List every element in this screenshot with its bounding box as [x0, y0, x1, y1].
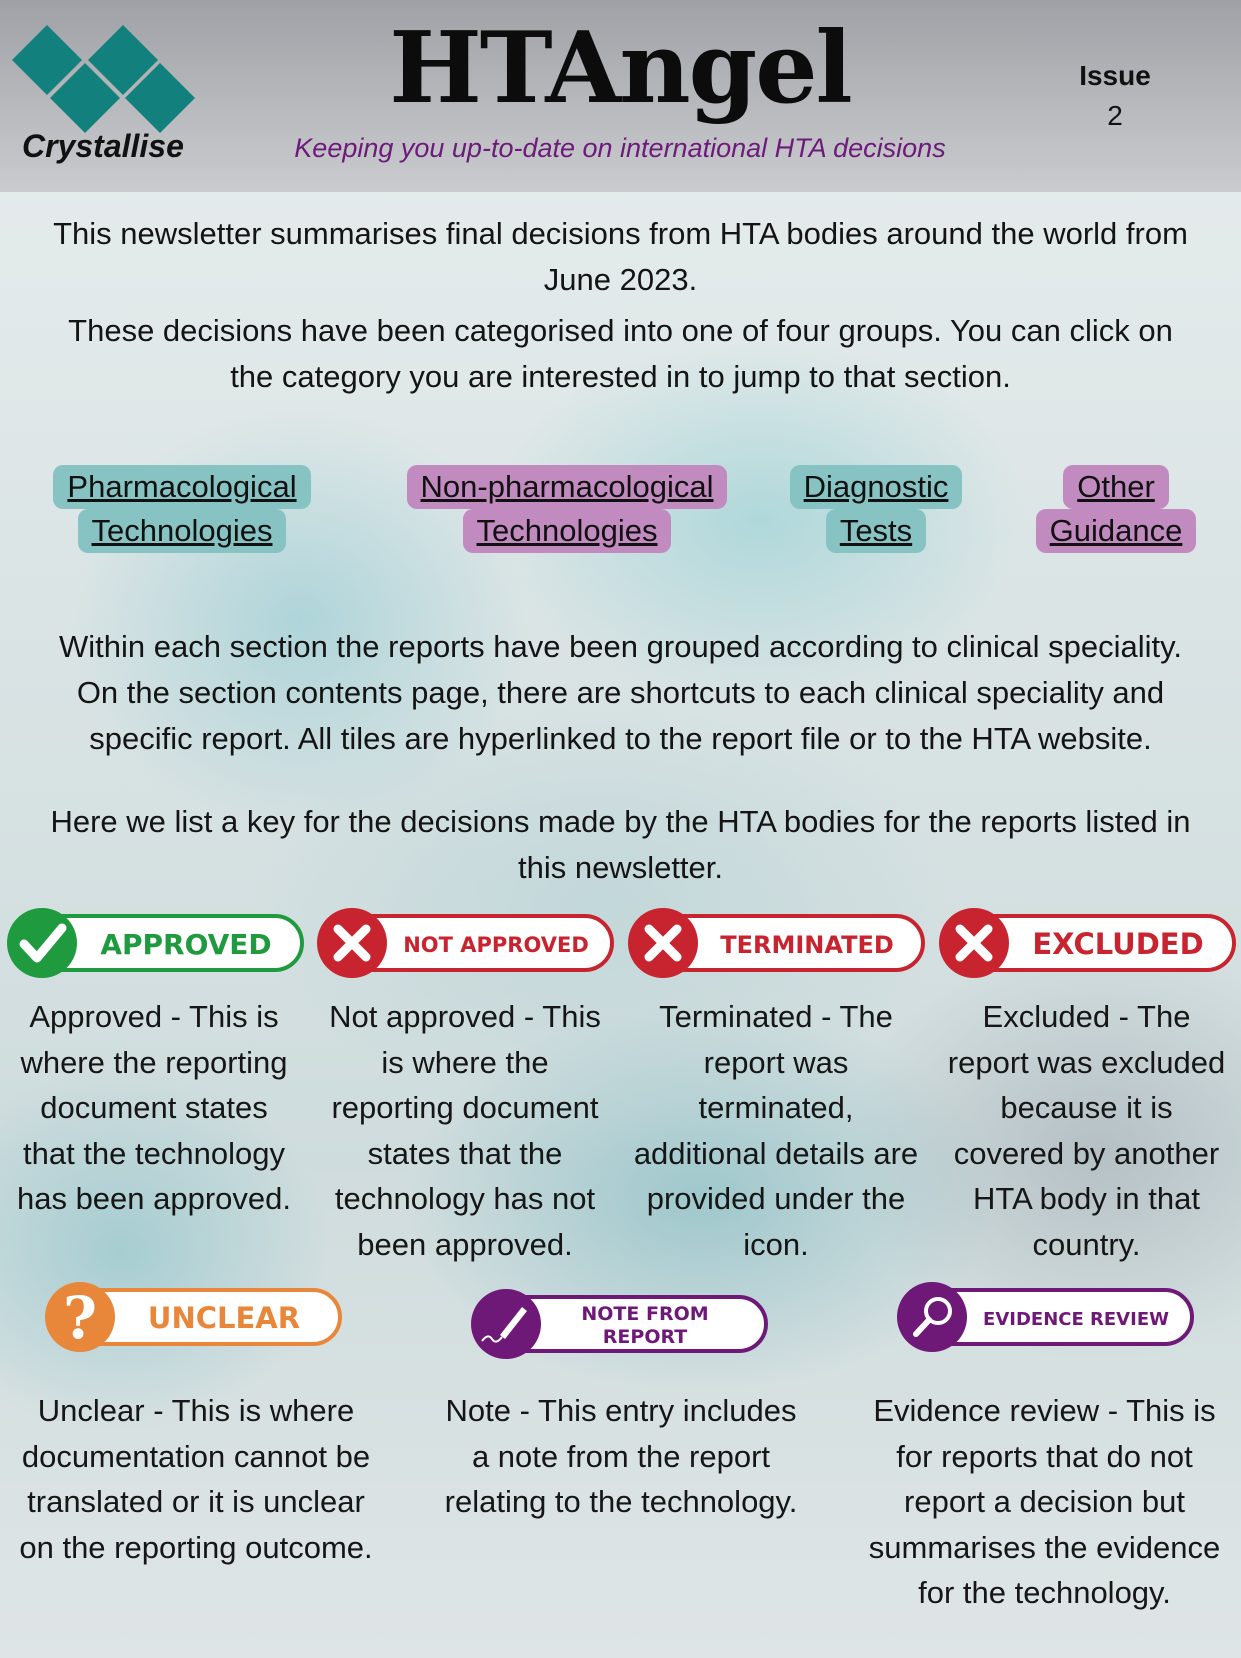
nav-label: Diagnostic	[790, 465, 963, 509]
nav-label: Pharmacological	[53, 465, 310, 509]
approved-badge	[6, 906, 306, 980]
nav-label: Tests	[826, 509, 926, 553]
svg-text:REPORT: REPORT	[602, 1326, 688, 1348]
terminated-description: Terminated - The report was terminated, additional details are provided under the icon.	[633, 999, 919, 1262]
issue-label: Issue	[1079, 60, 1151, 91]
svg-text:NOT APPROVED: NOT APPROVED	[403, 933, 589, 957]
svg-text:APPROVED: APPROVED	[100, 928, 272, 961]
svg-text:EXCLUDED: EXCLUDED	[1032, 927, 1204, 961]
sections-line: specific report. All tiles are hyperlinked to the report file or to the HTA website.	[89, 721, 1152, 756]
nav-pharmacological-technologies[interactable]	[44, 465, 320, 553]
newsletter-subtitle: Keeping you up-to-date on international HTA decisions	[294, 133, 946, 163]
nav-non-pharmacological-technologies[interactable]	[396, 465, 738, 553]
intro-line: June 2023.	[543, 262, 698, 297]
nav-other-guidance[interactable]	[1028, 465, 1204, 553]
intro-paragraph-2	[0, 308, 1241, 400]
issue-number: 2	[1107, 100, 1123, 131]
note-description: Note - This entry includes a note from the report relating to the technology.	[444, 1393, 798, 1519]
nav-diagnostic-tests[interactable]	[784, 465, 968, 553]
sections-paragraph	[0, 624, 1241, 762]
key-line: Here we list a key for the decisions made by the HTA bodies for the reports listed in	[50, 804, 1191, 839]
note-from-report-badge	[470, 1287, 770, 1361]
excluded-badge	[938, 906, 1238, 980]
sections-line: On the section contents page, there are shortcuts to each clinical speciality and	[76, 675, 1165, 710]
not-approved-description: Not approved - This is where the reporting document states that the technology has not been approved.	[329, 999, 601, 1262]
issue-block	[1060, 56, 1170, 136]
svg-text:EVIDENCE REVIEW: EVIDENCE REVIEW	[983, 1309, 1169, 1330]
nav-label: Technologies	[463, 509, 672, 553]
nav-label: Non-pharmacological	[407, 465, 728, 509]
nav-label: Technologies	[78, 509, 287, 553]
nav-label: Other	[1063, 465, 1169, 509]
intro-line: the category you are interested in to jump to that section.	[230, 359, 1011, 394]
sections-line: Within each section the reports have been grouped according to clinical speciality.	[59, 629, 1182, 664]
logo-text: Crystallise	[22, 128, 184, 164]
not-approved-badge	[316, 906, 616, 980]
svg-text:UNCLEAR: UNCLEAR	[147, 1301, 301, 1335]
header-banner	[0, 0, 1241, 192]
key-line: this newsletter.	[517, 850, 724, 885]
intro-paragraph-1	[0, 211, 1241, 303]
newsletter-title: HTAngel	[389, 11, 851, 126]
approved-description: Approved - This is where the reporting document states that the technology has been approved.	[16, 999, 292, 1216]
unclear-description: Unclear - This is where documentation cannot be translated or it is unclear on the reporting outcome.	[19, 1393, 373, 1565]
excluded-description: Excluded - The report was excluded because it is covered by another HTA body in that country.	[947, 999, 1226, 1262]
intro-line: These decisions have been categorised into one of four groups. You can click on	[68, 313, 1173, 348]
key-paragraph	[0, 799, 1241, 891]
intro-line: This newsletter summarises final decisions from HTA bodies around the world from	[53, 216, 1188, 251]
unclear-badge	[44, 1280, 344, 1354]
evidence-review-badge	[896, 1280, 1196, 1354]
svg-text:NOTE FROM: NOTE FROM	[581, 1303, 709, 1325]
nav-label: Guidance	[1036, 509, 1197, 553]
evidence-review-description: Evidence review - This is for reports that do not report a decision but summarises the evidence for the technology.	[868, 1393, 1221, 1610]
terminated-badge	[627, 906, 927, 980]
svg-text:TERMINATED: TERMINATED	[720, 931, 894, 959]
question-icon: ?	[63, 1284, 97, 1352]
